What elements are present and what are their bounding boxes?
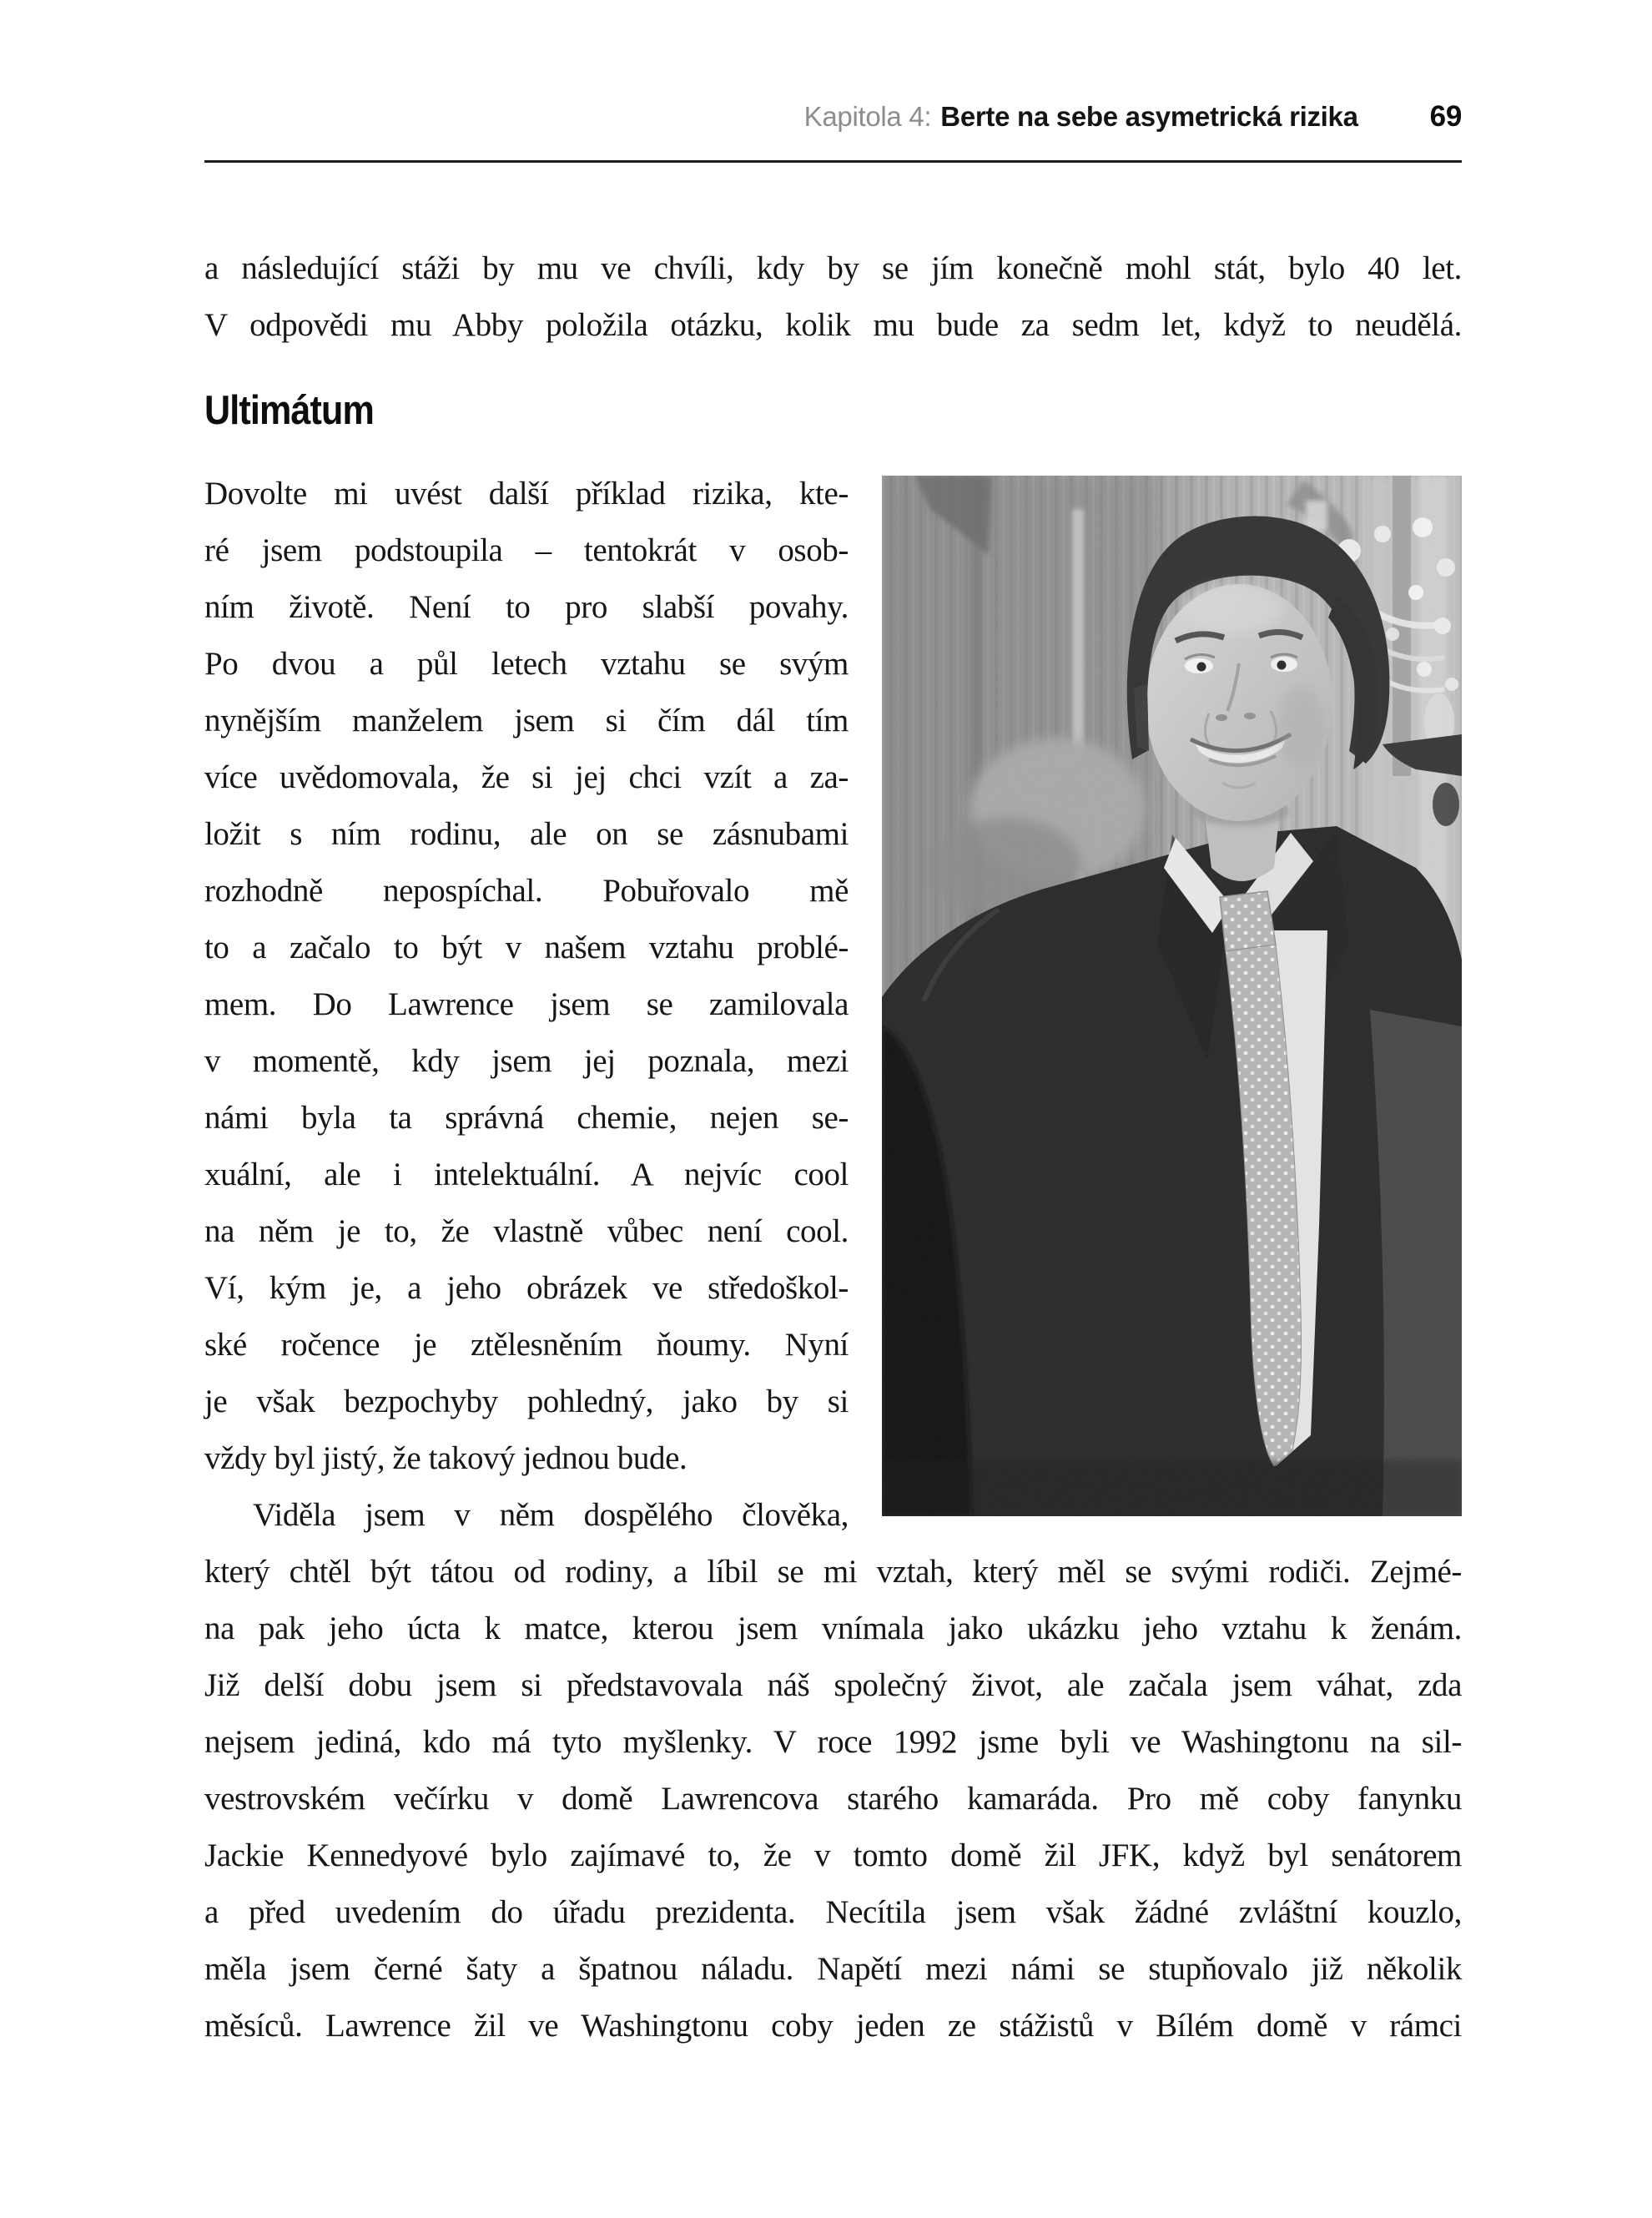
text-line: rozhodně nepospíchal. Pobuřovalo mě — [204, 873, 849, 909]
text-line: vestrovském večírku v domě Lawrencova starého kamaráda. Pro mě coby fanynku — [204, 1781, 1462, 1817]
text-line: nejsem jediná, kdo má tyto myšlenky. V roce 1992 jsme byli ve Washingtonu na sil- — [204, 1724, 1462, 1760]
text-line: nynějším manželem jsem si čím dál tím — [204, 703, 849, 738]
text-and-photo-row — [204, 466, 1462, 1544]
full-width-text — [204, 1544, 1462, 2054]
text-line: více uvědomovala, že si jej chci vzít a za- — [204, 759, 849, 795]
text-line: ním životě. Není to pro slabší povahy. — [204, 589, 849, 625]
text-line: na pak jeho úcta k matce, kterou jsem vnímala jako ukázku jeho vztahu k ženám. — [204, 1611, 1462, 1646]
text-line: xuální, ale i intelektuální. A nejvíc cool — [204, 1157, 849, 1192]
text-line: který chtěl být tátou od rodiny, a líbil se mi vztah, který měl se svými rodiči. Zejmé- — [204, 1554, 1462, 1590]
text-line: námi byla ta správná chemie, nejen se- — [204, 1100, 849, 1136]
page-content — [204, 240, 1462, 2054]
inline-photo — [882, 476, 1462, 1516]
text-line: Jackie Kennedyové bylo zajímavé to, že v tomto domě žil JFK, když byl senátorem — [204, 1837, 1462, 1873]
photo-illustration — [882, 476, 1462, 1516]
text-line: ské ročence je ztělesněním ňoumy. Nyní — [204, 1327, 849, 1363]
text-line: měsíců. Lawrence žil ve Washingtonu coby jeden ze stážistů v Bílém domě v rámci — [204, 2008, 1462, 2044]
text-line: na něm je to, že vlastně vůbec není cool. — [204, 1213, 849, 1249]
chapter-title: Berte na sebe asymetrická rizika — [940, 101, 1358, 132]
text-line: V odpovědi mu Abby položila otázku, kolik mu bude za sedm let, když to neudělá. — [204, 307, 1462, 343]
text-line: a následující stáži by mu ve chvíli, kdy by se jím konečně mohl stát, bylo 40 let. — [204, 250, 1462, 286]
page-number: 69 — [1429, 100, 1462, 133]
text-line: to a začalo to být v našem vztahu problé- — [204, 930, 849, 965]
text-line: vždy byl jistý, že takový jednou bude. — [204, 1440, 687, 1476]
text-line: Po dvou a půl letech vztahu se svým — [204, 646, 849, 682]
text-line: je však bezpochyby pohledný, jako by si — [204, 1384, 849, 1419]
text-column — [204, 466, 849, 1544]
text-line: měla jsem černé šaty a špatnou náladu. Napětí mezi námi se stupňovalo již několik — [204, 1951, 1462, 1987]
text-line: Dovolte mi uvést další příklad rizika, kte- — [204, 476, 849, 512]
text-line: v momentě, kdy jsem jej poznala, mezi — [204, 1043, 849, 1079]
text-line: ré jsem podstoupila – tentokrát v osob- — [204, 532, 849, 568]
photo-grain-overlay — [882, 476, 1462, 1516]
text-line: ložit s ním rodinu, ale on se zásnubami — [204, 816, 849, 852]
chapter-label: Kapitola 4: — [803, 101, 932, 132]
text-line: Viděla jsem v něm dospělého člověka, — [253, 1497, 849, 1533]
text-line: mem. Do Lawrence jsem se zamilovala — [204, 986, 849, 1022]
text-line: Již delší dobu jsem si představovala náš společný život, ale začala jsem váhat, zda — [204, 1667, 1462, 1703]
section-heading: Ultimátum — [204, 388, 374, 433]
running-header — [204, 100, 1462, 134]
text-line: Ví, kým je, a jeho obrázek ve středoškol- — [204, 1270, 849, 1306]
text-line: a před uvedením do úřadu prezidenta. Necítila jsem však žádné zvláštní kouzlo, — [204, 1894, 1462, 1930]
header-rule — [204, 160, 1462, 163]
